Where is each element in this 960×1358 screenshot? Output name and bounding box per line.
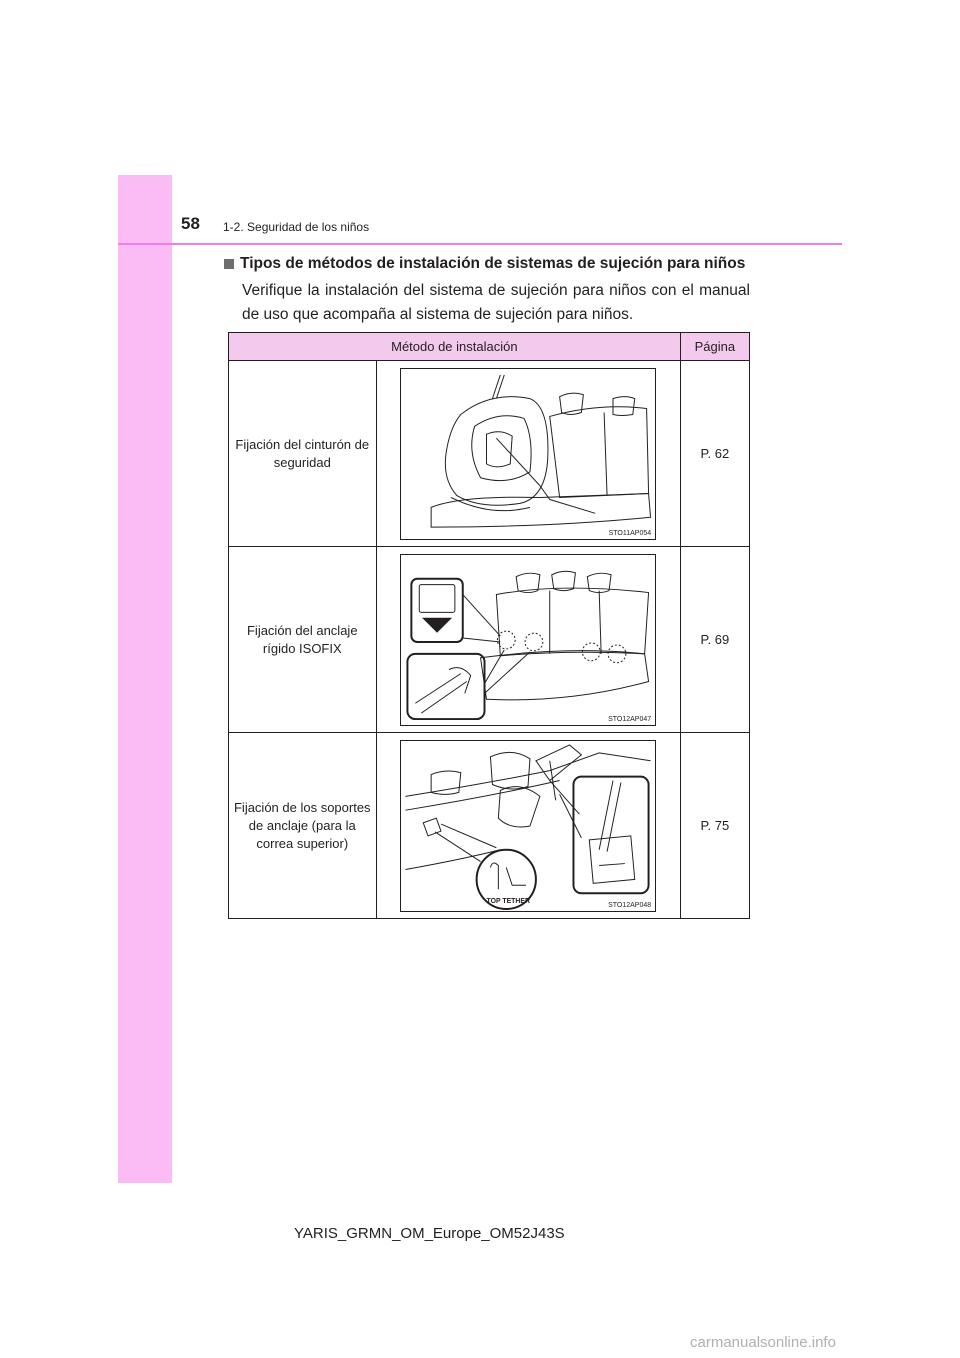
seat-belt-child-seat-illustration [400,368,656,540]
heading-text: Tipos de métodos de instalación de sistemas de sujeción para niños [240,255,746,272]
figure-cell [376,733,680,919]
page-reference: P. 75 [680,733,749,919]
top-tether-illustration [400,740,656,912]
section-title: 1-2. Seguridad de los niños [223,220,370,234]
installation-methods-table [228,332,750,919]
side-tab-band [118,175,172,1183]
watermark: carmanualsonline.info [690,1334,836,1351]
table-row [229,547,750,733]
header-rule [118,243,842,245]
table-row [229,361,750,547]
subsection-heading [224,255,745,273]
page-reference: P. 62 [680,361,749,547]
figure-code: STO12AP047 [608,715,652,723]
figure-code: STO11AP054 [608,529,652,537]
table-header-row [229,333,750,361]
bullet-square-icon [224,259,234,269]
page-reference: P. 69 [680,547,749,733]
figure-cell [376,547,680,733]
page-number: 58 [181,214,200,233]
figure-code: STO12AP048 [608,901,652,909]
figure-cell [376,361,680,547]
column-header-page: Página [680,333,749,361]
intro-paragraph: Verifique la instalación del sistema de sujeción para niños con el manual de uso que acompaña al sistema de sujeción para niños. [242,282,750,323]
table-row [229,733,750,919]
isofix-anchor-illustration [400,554,656,726]
method-label: Fijación del cinturón de seguridad [229,361,377,547]
top-tether-label: TOP TETHER [486,897,531,905]
document-code-footer: YARIS_GRMN_OM_Europe_OM52J43S [294,1225,565,1242]
method-label: Fijación de los soportes de anclaje (para la correa superior) [229,733,377,919]
column-header-method: Método de instalación [229,333,681,361]
method-label: Fijación del anclaje rígido ISOFIX [229,547,377,733]
